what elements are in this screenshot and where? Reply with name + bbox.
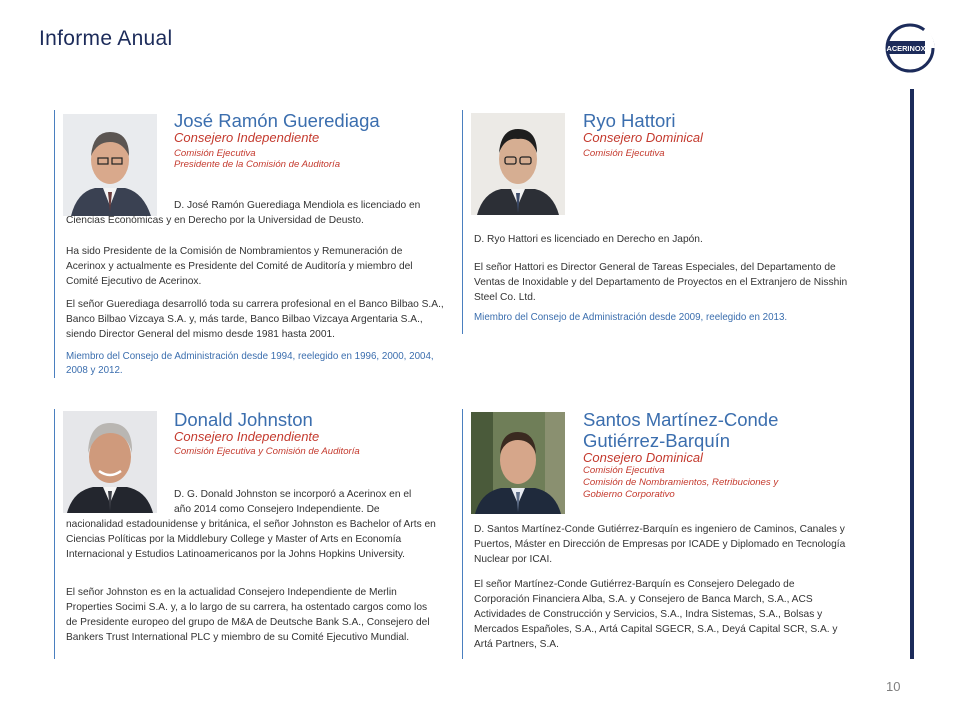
page-number: 10	[886, 679, 901, 694]
director-committee: Comisión Ejecutiva y Comisión de Auditoría	[174, 446, 360, 457]
director-bio: D. Ryo Hattori es licenciado en Derecho en Japón.	[474, 234, 703, 245]
director-committee: Comisión Ejecutiva	[583, 465, 665, 476]
director-committee: Comisión de Nombramientos, Retribuciones y	[583, 477, 779, 488]
director-name: Ryo Hattori	[583, 110, 676, 131]
director-committee: Comisión Ejecutiva	[583, 148, 665, 159]
director-bio: El señor Martínez-Conde Gutiérrez-Barquín es Consejero Delegado de Corporación Financiera Alba, S.A. y Consejero de Banca March, S.A., ACS Actividades de Construcción y Servicios, S.A., Indra Sistemas, S.A., Bolsas y Mercados Españoles, S.A., Artá Capital SGECR, S.A., Deyá Capital SCR, S.A. y Artá Partners, S.A.	[474, 579, 838, 650]
director-bio: El señor Johnston es en la actualidad Consejero Independiente de Merlin Properties Socimi S.A. y, a lo largo de su carrera, ha ostentado cargos como los de Presidente europeo del grupo de M&A de Deutsche Bank S.A., Consejero del Bankers Trust International PLC y miembro de su Comité Ejecutivo Mundial.	[66, 587, 430, 643]
director-bio: El señor Guerediaga desarrolló toda su carrera profesional en el Banco Bilbao S.A., Banco Bilbao Vizcaya S.A. y, más tarde, Banco Bilbao Vizcaya Argentaria S.A., siendo Director General del mismo desde 1981 hasta 2001.	[66, 299, 444, 340]
director-name: Donald Johnston	[174, 409, 313, 430]
logo-text: ACERINOX	[886, 44, 926, 53]
director-bio: El señor Hattori es Director General de Tareas Especiales, del Departamento de Ventas de Inoxidable y del Departamento de Proyectos en el Extranjero de Nisshin Steel Co. Ltd.	[474, 262, 848, 303]
card-divider	[54, 110, 55, 378]
director-bio-intro: D. José Ramón Guerediaga Mendiola es licenciado en	[174, 200, 421, 211]
director-photo	[471, 412, 565, 514]
director-name: José Ramón Guerediaga	[174, 110, 380, 131]
director-bio-intro: D. G. Donald Johnston se incorporó a Acerinox en el año 2014 como Consejero Independiente. De	[174, 489, 412, 515]
director-membership: Miembro del Consejo de Administración desde 2009, reelegido en 2013.	[474, 312, 788, 323]
director-name: Gutiérrez-Barquín	[583, 430, 731, 451]
director-committee: Gobierno Corporativo	[583, 489, 675, 500]
director-bio: Ciencias Económicas y en Derecho por la Universidad de Deusto.	[66, 215, 364, 226]
page-title: Informe Anual	[39, 27, 173, 50]
director-card-johnston	[54, 409, 444, 661]
director-card-martinez-conde	[462, 409, 862, 661]
card-divider	[462, 409, 463, 659]
director-bio: D. Santos Martínez-Conde Gutiérrez-Barquín es ingeniero de Caminos, Canales y Puertos, Máster en Dirección de Empresas por ICADE y Diplomado en Tecnología Nuclear por ICAI.	[474, 524, 846, 565]
director-name: Santos Martínez-Conde	[583, 409, 779, 430]
acerinox-logo	[884, 22, 936, 74]
director-photo	[63, 114, 157, 216]
director-committee: Comisión Ejecutiva	[174, 148, 256, 159]
card-divider	[54, 409, 55, 659]
director-role: Consejero Independiente	[174, 130, 320, 145]
right-divider	[910, 89, 914, 659]
director-role: Consejero Dominical	[583, 130, 703, 145]
director-card-hattori	[462, 110, 862, 336]
card-divider	[462, 110, 463, 334]
director-role: Consejero Dominical	[583, 450, 703, 465]
director-role: Consejero Independiente	[174, 429, 320, 444]
director-photo	[471, 113, 565, 215]
director-bio: nacionalidad estadounidense y británica, el señor Johnston es Bachelor of Arts en Ciencias Políticas por la Middlebury College y Master of Arts en Economía Internacional y Estudios Latinoamericanos por la Johns Hopkins University.	[66, 519, 436, 560]
director-bio: Ha sido Presidente de la Comisión de Nombramientos y Remuneración de Acerinox y actualmente es Presidente del Comité de Auditoría y miembro del Comité Ejecutivo de Acerinox.	[66, 246, 413, 287]
director-photo	[63, 411, 157, 513]
director-card-guerediaga	[54, 110, 444, 380]
director-membership: Miembro del Consejo de Administración desde 1994, reelegido en 1996, 2000, 2004, 2008 y 2012.	[66, 351, 434, 376]
director-committee: Presidente de la Comisión de Auditoría	[174, 159, 341, 170]
